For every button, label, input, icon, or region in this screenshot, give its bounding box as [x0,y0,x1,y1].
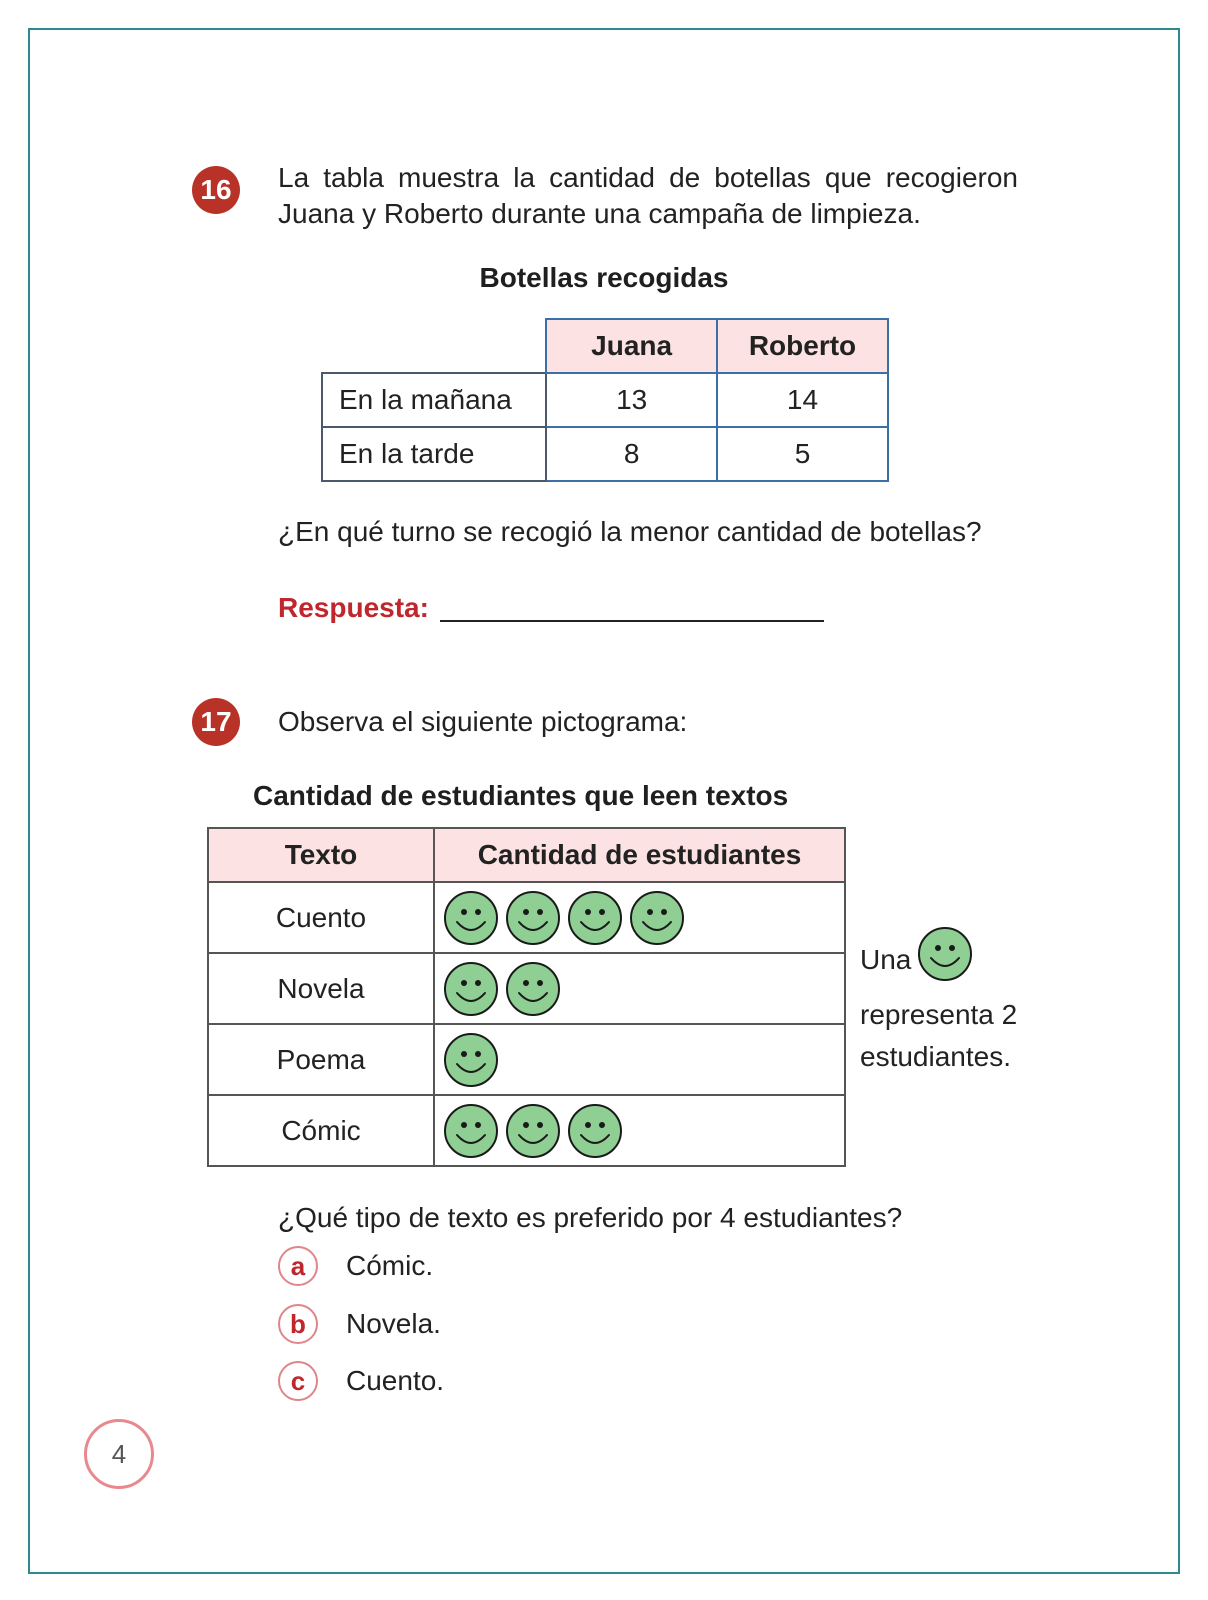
smiley-face-icon [505,1103,561,1159]
header-texto: Texto [208,828,434,882]
icons-novela [434,953,845,1024]
question-16-prompt: ¿En qué turno se recogió la menor cantidad de botellas? [278,516,982,547]
table-title: Botellas recogidas [479,262,729,293]
legend-line3: estudiantes. [860,1041,1011,1072]
pictogram-legend [860,926,1017,1078]
option-b[interactable] [278,1304,441,1344]
row-label-afternoon: En la tarde [322,427,546,481]
page-number: 4 [84,1419,154,1489]
pictogram-title: Cantidad de estudiantes que leen textos [253,780,789,811]
question-17-badge [192,698,240,746]
icons-comic [434,1095,845,1166]
option-text-b: Novela. [346,1308,441,1339]
cell-morning-roberto: 14 [717,373,888,427]
smiley-face-icon [917,926,973,982]
question-number: 17 [200,706,232,737]
cell-afternoon-roberto: 5 [717,427,888,481]
empty-corner [322,319,546,373]
smiley-face-icon [567,1103,623,1159]
smiley-face-icon [629,890,685,946]
option-text-a: Cómic. [346,1250,434,1281]
header-juana: Juana [546,319,717,373]
bottles-table [321,318,889,482]
cell-morning-juana: 13 [546,373,717,427]
row-label-morning: En la mañana [322,373,546,427]
question-number: 16 [200,174,232,205]
smiley-face-icon [917,926,973,994]
icon-row [443,961,844,1017]
icon-row [443,1103,844,1159]
question-16-text: La tabla muestra la cantidad de botellas que recogieron Juana y Roberto durante una campaña de limpieza. [278,162,1018,229]
smiley-face-icon [443,1103,499,1159]
icon-row [443,890,844,946]
option-c[interactable] [278,1361,444,1401]
option-letter-b: b [278,1304,318,1344]
option-letter-a: a [278,1246,318,1286]
question-16-badge [192,166,240,214]
smiley-face-icon [443,961,499,1017]
smiley-face-icon [567,890,623,946]
header-cantidad: Cantidad de estudiantes [434,828,845,882]
smiley-face-icon [505,890,561,946]
answer-line[interactable] [440,620,824,622]
header-roberto: Roberto [717,319,888,373]
question-17-prompt: ¿Qué tipo de texto es preferido por 4 estudiantes? [278,1202,903,1233]
row-label-comic: Cómic [208,1095,434,1166]
smiley-face-icon [443,1032,499,1088]
option-a[interactable] [278,1246,433,1286]
row-label-novela: Novela [208,953,434,1024]
cell-afternoon-juana: 8 [546,427,717,481]
legend-line2: representa 2 [860,999,1018,1030]
row-label-cuento: Cuento [208,882,434,953]
icons-poema [434,1024,845,1095]
row-label-poema: Poema [208,1024,434,1095]
question-17-intro: Observa el siguiente pictograma: [278,706,688,737]
answer-label: Respuesta: [278,592,429,623]
icon-row [443,1032,844,1088]
smiley-face-icon [443,890,499,946]
pictogram-table [207,827,846,1167]
legend-prefix: Una [860,944,912,975]
option-letter-c: c [278,1361,318,1401]
option-text-c: Cuento. [346,1365,445,1396]
icons-cuento [434,882,845,953]
smiley-face-icon [505,961,561,1017]
